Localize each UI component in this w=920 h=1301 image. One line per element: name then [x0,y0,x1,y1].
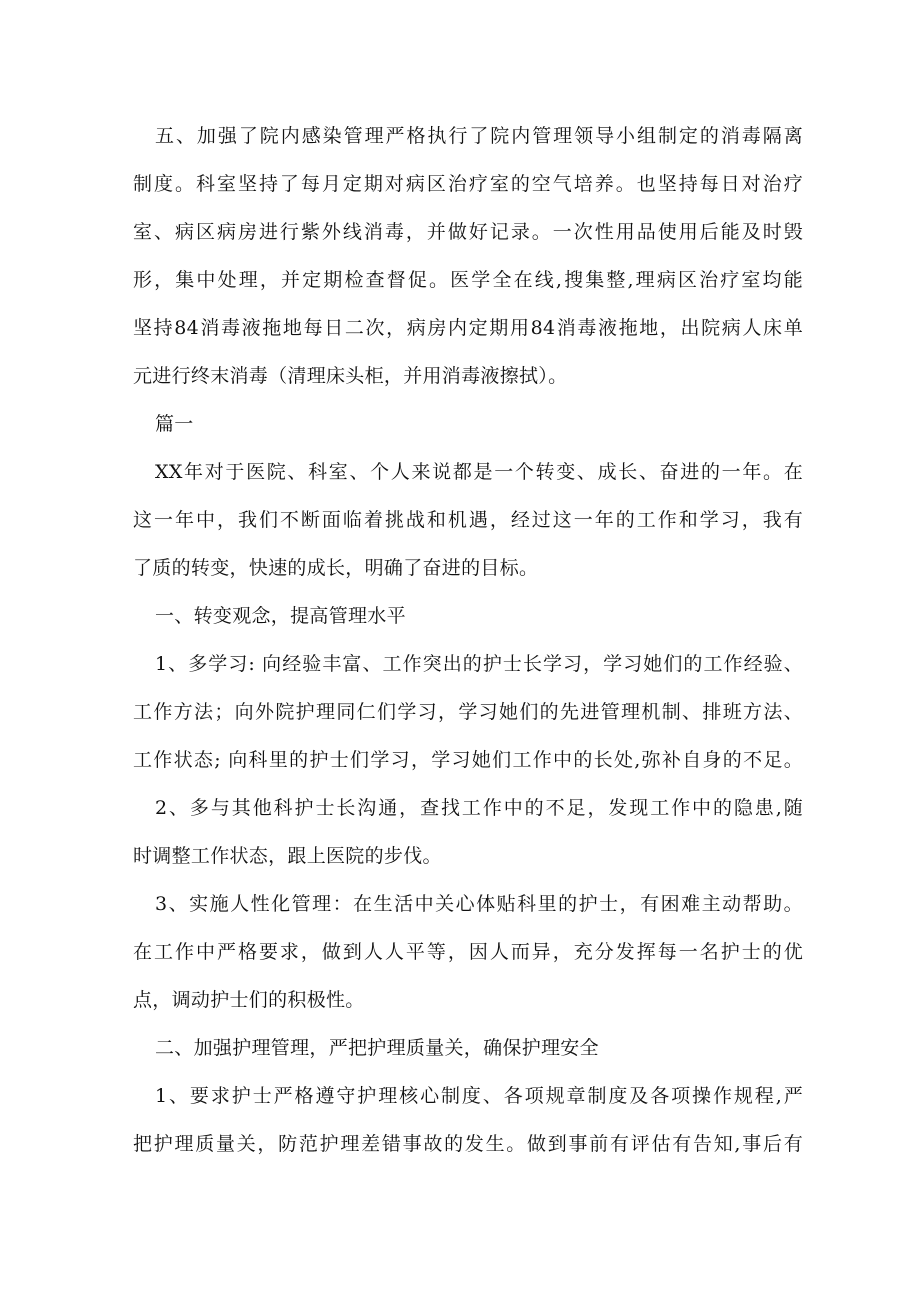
text-line: XX年对于医院、科室、个人来说都是一个转变、成长、奋进的一年。在 [155,461,803,483]
text-line: 时调整工作状态，跟上医院的步伐。 [133,845,442,867]
text-line: 3、实施人性化管理：在生活中关心体贴科里的护士，有困难主动帮助。 [155,893,803,915]
text-line: 五、加强了院内感染管理严格执行了院内管理领导小组制定的消毒隔离 [155,125,803,147]
subheading: 一、转变观念，提高管理水平 [155,605,406,627]
text-line: 2、多与其他科护士长沟通，查找工作中的不足，发现工作中的隐患,随 [155,797,803,819]
text-line: 工作方法；向外院护理同仁们学习，学习她们的先进管理机制、排班方法、 [133,701,803,723]
text-line: 制度。科室坚持了每月定期对病区治疗室的空气培养。也坚持每日对治疗 [133,173,803,195]
section-heading: 篇一 [155,413,194,435]
text-line: 工作状态; 向科里的护士们学习，学习她们工作中的长处,弥补自身的不足。 [133,749,803,771]
text-line: 了质的转变，快速的成长，明确了奋进的目标。 [133,557,539,579]
text-line: 1、要求护士严格遵守护理核心制度、各项规章制度及各项操作规程,严 [155,1085,803,1107]
text-line: 形，集中处理，并定期检查督促。医学全在线,搜集整,理病区治疗室均能 [133,269,803,291]
text-line: 室、病区病房进行紫外线消毒，并做好记录。一次性用品使用后能及时毁 [133,221,803,243]
subheading: 二、加强护理管理，严把护理质量关，确保护理安全 [155,1037,599,1059]
text-line: 把护理质量关，防范护理差错事故的发生。做到事前有评估有告知,事后有 [133,1133,803,1155]
text-line: 点，调动护士们的积极性。 [133,989,365,1011]
text-line: 1、多学习: 向经验丰富、工作突出的护士长学习，学习她们的工作经验、 [155,653,803,675]
text-line: 这一年中，我们不断面临着挑战和机遇，经过这一年的工作和学习，我有 [133,509,803,531]
text-line: 在工作中严格要求，做到人人平等，因人而异，充分发挥每一名护士的优 [133,941,803,963]
text-line: 坚持84消毒液拖地每日二次，病房内定期用84消毒液拖地，出院病人床单 [133,317,803,339]
text-line: 元进行终末消毒（清理床头柜，并用消毒液擦拭）。 [133,365,568,387]
